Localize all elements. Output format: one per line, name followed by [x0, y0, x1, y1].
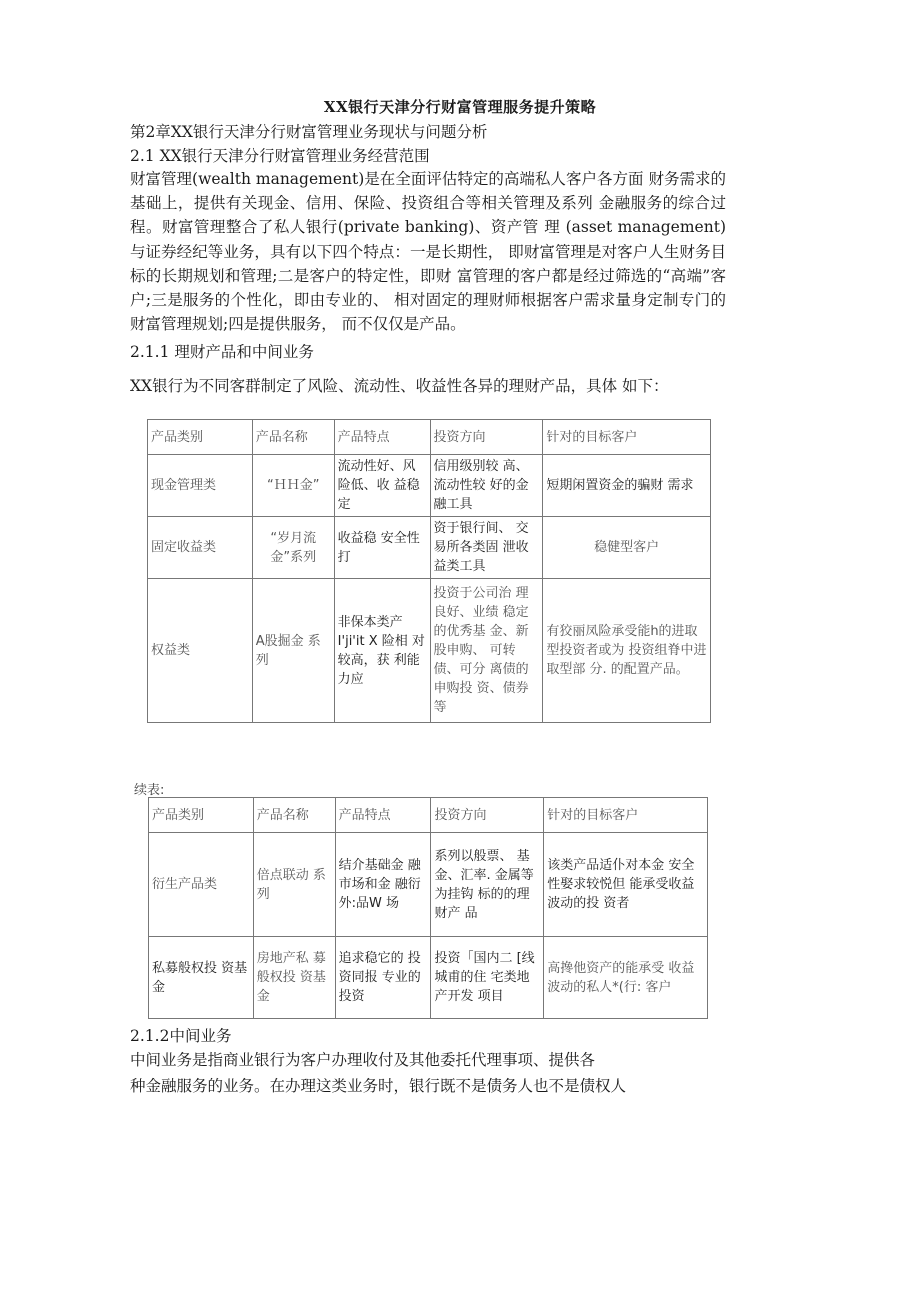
table-cell: 高搀他资产的能承受 收益波动的私人*(行: 客户	[544, 937, 708, 1019]
table-cell: 私募般权投 资基金	[149, 937, 254, 1019]
table-cell: 信用级别较 高、流动性较 好的金融工具	[430, 455, 543, 517]
table-cell: 固定收益类	[148, 517, 253, 579]
table-cell: 投资「国内二 [线城甫的住 宅类地产开发 项目	[431, 937, 544, 1019]
product-table	[147, 419, 711, 723]
table-cell: 稳健型客户	[543, 517, 711, 579]
table-row	[149, 937, 708, 1019]
continued-table-label: 续表:	[134, 783, 165, 798]
table-header-row	[148, 420, 711, 455]
table-cell: 系列以般票、 基金、汇率. 金属等为挂钩 标的的理财产 品	[431, 833, 544, 937]
table-row	[148, 579, 711, 723]
table-header-cell: 产品类别	[149, 798, 254, 833]
table-cell: 追求稳它的 投资同报 专业的投资	[335, 937, 431, 1019]
document-title: XX银行天津分行财富管理服务提升策略	[323, 98, 597, 116]
table-cell: “岁月流金”系列	[252, 517, 334, 579]
table-cell: 衍生产品类	[149, 833, 254, 937]
table-header-cell: 产品名称	[252, 420, 334, 455]
table-cell: 权益类	[148, 579, 253, 723]
table-cell: 有狡丽凤险承受能h的进取型投资者或为 投资组脊中进取型部 分. 的配置产品。	[543, 579, 711, 723]
body-paragraph-wealth-management: 财富管理(wealth management)是在全面评估特定的高端私人客户各方面 财务需求的基础上，提供有关现金、信用、保险、投资组合等相关管理及系列 金融服务的综合过程。财富管理整合了私人银行(private banking)、资产管 理 (asset management)与证券经纪等业务，具有以下四个特点：一是长期性， 即财富管理是对客户人生财务目标的长期规划和管理;二是客户的特定性，即财 富管理的客户都是经过筛选的“高端”客户;三是服务的个性化，即由专业的、 相对固定的理财师根据客户需求量身定制专门的财富管理规划;四是提供服务， 而不仅仅是产品。	[130, 170, 726, 334]
subsection-heading-2-1-1: 2.1.1 理财产品和中间业务	[130, 343, 314, 361]
table-cell: 短期闲置资金的骗财 需求	[543, 455, 711, 517]
chapter-heading: 第2章XX银行天津分行财富管理业务现状与问题分析	[130, 123, 488, 141]
table-header-cell: 投资方向	[430, 420, 543, 455]
table-header-row	[149, 798, 708, 833]
table-header-cell: 产品类别	[148, 420, 253, 455]
table-cell: 房地产私 募般权投 资基金	[253, 937, 335, 1019]
product-table-continued	[148, 797, 708, 1019]
table-header-cell: 针对的目标客户	[544, 798, 708, 833]
table-row	[149, 833, 708, 937]
table-header-cell: 投资方向	[431, 798, 544, 833]
table-cell: 资于银行间、 交易所各类固 泄收益类工具	[430, 517, 543, 579]
table-cell: 投资于公司治 理良好、业绩 稳定的优秀基 金、新股申购、 可转债、可分 离债的申购投 资、债券等	[430, 579, 543, 723]
table-cell: A股掘金 系列	[252, 579, 334, 723]
table-cell: 收益稳 安全性打	[334, 517, 430, 579]
table-cell: “ＨＨ金”	[252, 455, 334, 517]
table-cell: 现金管理类	[148, 455, 253, 517]
table-header-cell: 产品名称	[253, 798, 335, 833]
table-header-cell: 针对的目标客户	[543, 420, 711, 455]
table-cell: 该类产品适仆对本金 安全性娶求较悦但 能承受收益波动的投 资者	[544, 833, 708, 937]
table-row	[148, 455, 711, 517]
table-cell: 倍点联动 系列	[253, 833, 335, 937]
table-intro-text: XX银行为不同客群制定了风险、流动性、收益性各异的理财产品，具体 如下：	[130, 377, 669, 395]
table-header-cell: 产品特点	[334, 420, 430, 455]
table-cell: 结介基础金 融市场和金 融衍外:品W 场	[335, 833, 431, 937]
body-line: 种金融服务的业务。在办理这类业务时，银行既不是债务人也不是债权人	[130, 1077, 627, 1095]
table-header-cell: 产品特点	[335, 798, 431, 833]
body-line: 中间业务是指商业银行为客户办理收付及其他委托代理事项、提供各	[130, 1051, 596, 1069]
section-heading: 2.1 XX银行天津分行财富管理业务经营范围	[130, 147, 430, 165]
table-cell: 流动性好、风险低、收 益稳定	[334, 455, 430, 517]
table-cell: 非保本类产I'ji'it X 险相 对较高，获 利能力应	[334, 579, 430, 723]
subsection-heading-2-1-2: 2.1.2中间业务	[130, 1027, 232, 1045]
table-row	[148, 517, 711, 579]
